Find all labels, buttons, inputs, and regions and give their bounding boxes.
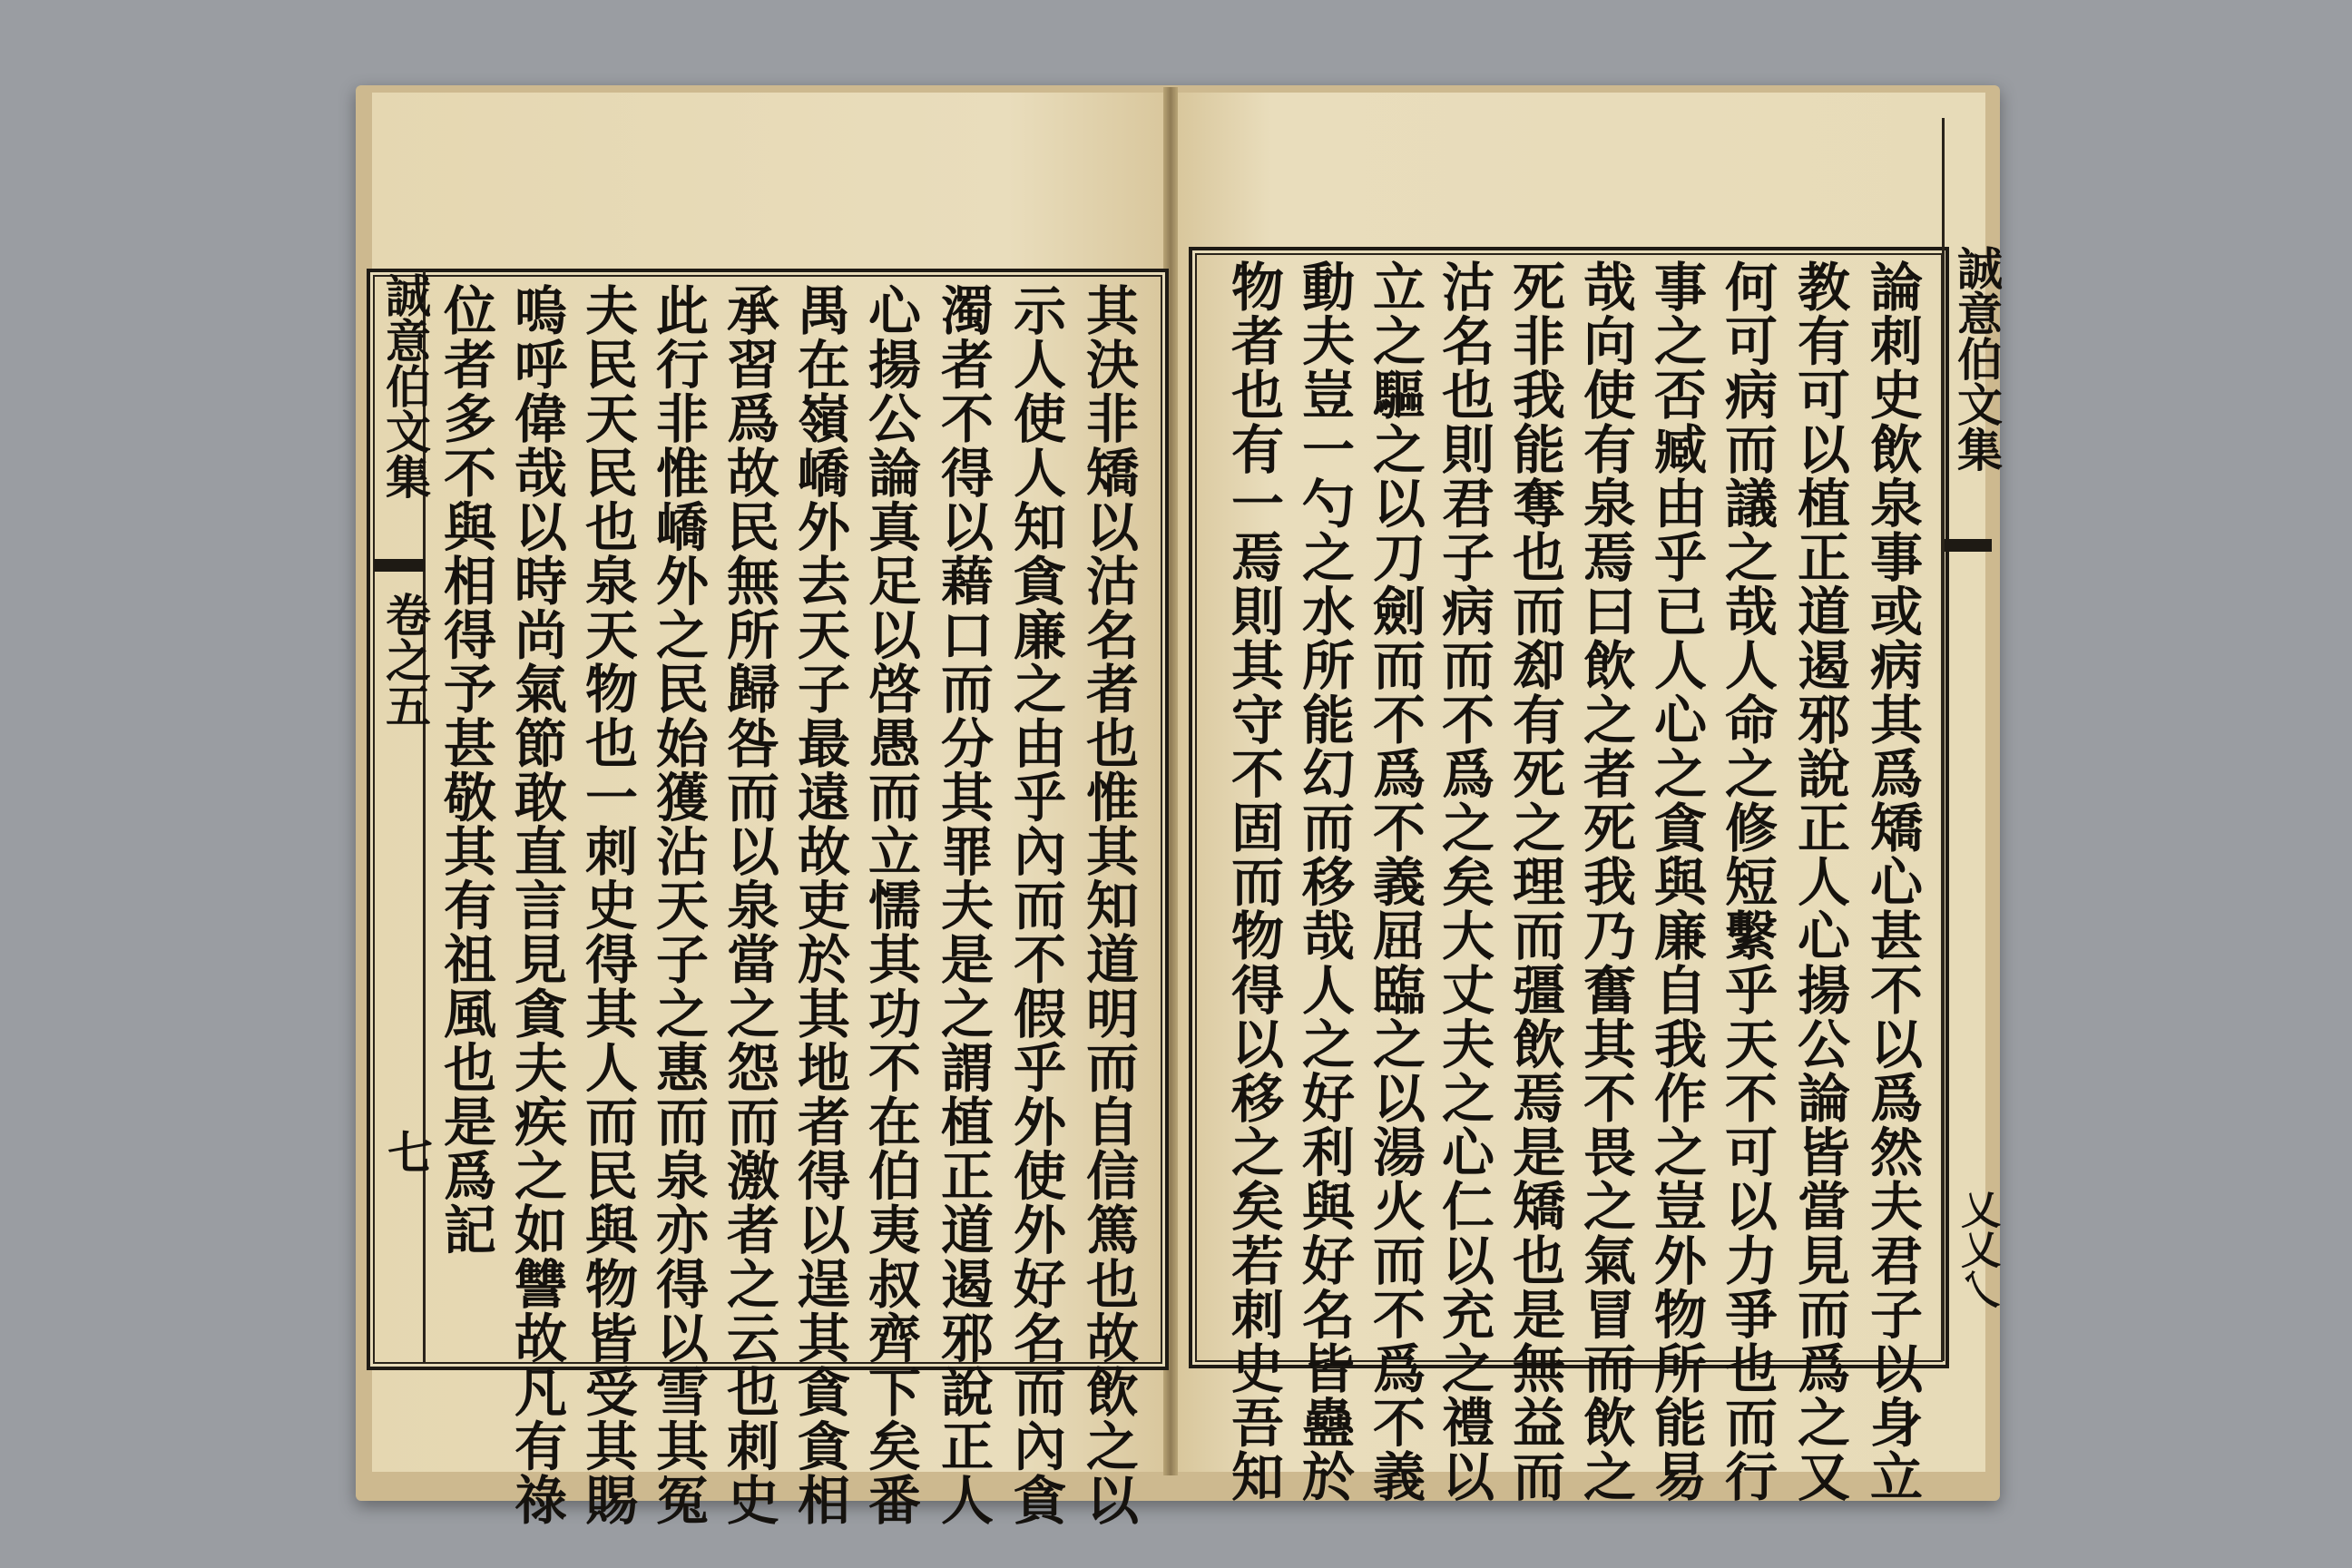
left-margin-title: 誠意伯文集	[378, 272, 432, 499]
right-column: 立之驅之以刀劍而不爲不義屈臨之以湯火而不爲不義	[1364, 260, 1426, 1504]
right-column: 何可病而議之哉人命之修短繫乎天不可以力爭也而行	[1716, 260, 1778, 1504]
right-margin-mark: 乂乂乀	[1954, 1189, 2000, 1308]
left-margin-volume: 卷之五	[378, 592, 432, 728]
right-margin-title: 誠意伯文集	[1950, 245, 2004, 472]
right-column: 事之否臧由乎已人心之貪與廉自我作之豈外物所能易	[1645, 260, 1707, 1504]
left-column: 承習爲故民無所歸咎而以泉當之怨而激者之云也刺史	[718, 283, 779, 1527]
left-column: 此行非惟嶠外之民始獲沾天子之惠而泉亦得以雪其冤	[647, 283, 709, 1527]
right-column: 沽名也則君子病而不爲之矣大丈夫之心仁以充之禮以	[1433, 260, 1494, 1504]
right-column: 死非我能奪也而㕁有死之理而彊飲焉是矯也是無益而	[1504, 260, 1565, 1504]
right-fish-tail	[1945, 539, 1992, 552]
right-column: 物者也有一焉則其守不固而物得以移之矣若刺史吾知	[1222, 260, 1284, 1504]
left-column: 其決非矯以沽名者也惟其知道明而自信篤也故飲之以	[1077, 283, 1139, 1527]
left-column: 禺在嶺嶠外去天子最遠故吏於其地者得以逞其貪貪相	[789, 283, 850, 1527]
left-column: 濁者不得以藉口而分其罪夫是之謂植正道遏邪說正人	[932, 283, 994, 1527]
left-fish-tail	[374, 559, 425, 572]
left-column: 嗚呼偉哉以時尚氣節敢直言見貪夫疾之如讐故凡有祿	[505, 283, 567, 1527]
right-column: 動夫豈一勺之水所能幻而移哉人之好利與好名皆蠱於	[1293, 260, 1355, 1504]
left-margin-page: 七	[380, 1129, 434, 1174]
left-column: 示人使人知貪廉之由乎內而不假乎外使外好名而內貪	[1004, 283, 1066, 1527]
left-column: 夫民天民也泉天物也一刺史得其人而民與物皆受其賜	[576, 283, 638, 1527]
right-column: 教有可以植正道遏邪說正人心揚公論皆當見而爲之又	[1788, 260, 1850, 1504]
left-column: 位者多不與相得予甚敬其有祖風也是爲記	[435, 283, 496, 1257]
right-column: 論刺史飲泉事或病其爲矯心甚不以爲然夫君子以身立	[1861, 260, 1923, 1504]
right-column: 哉向使有泉焉曰飲之者死我乃奮其不畏之氣冒而飲之	[1574, 260, 1636, 1504]
left-column: 心揚公論真足以啓愚而立懦其功不在伯夷叔齊下矣番	[859, 283, 921, 1527]
